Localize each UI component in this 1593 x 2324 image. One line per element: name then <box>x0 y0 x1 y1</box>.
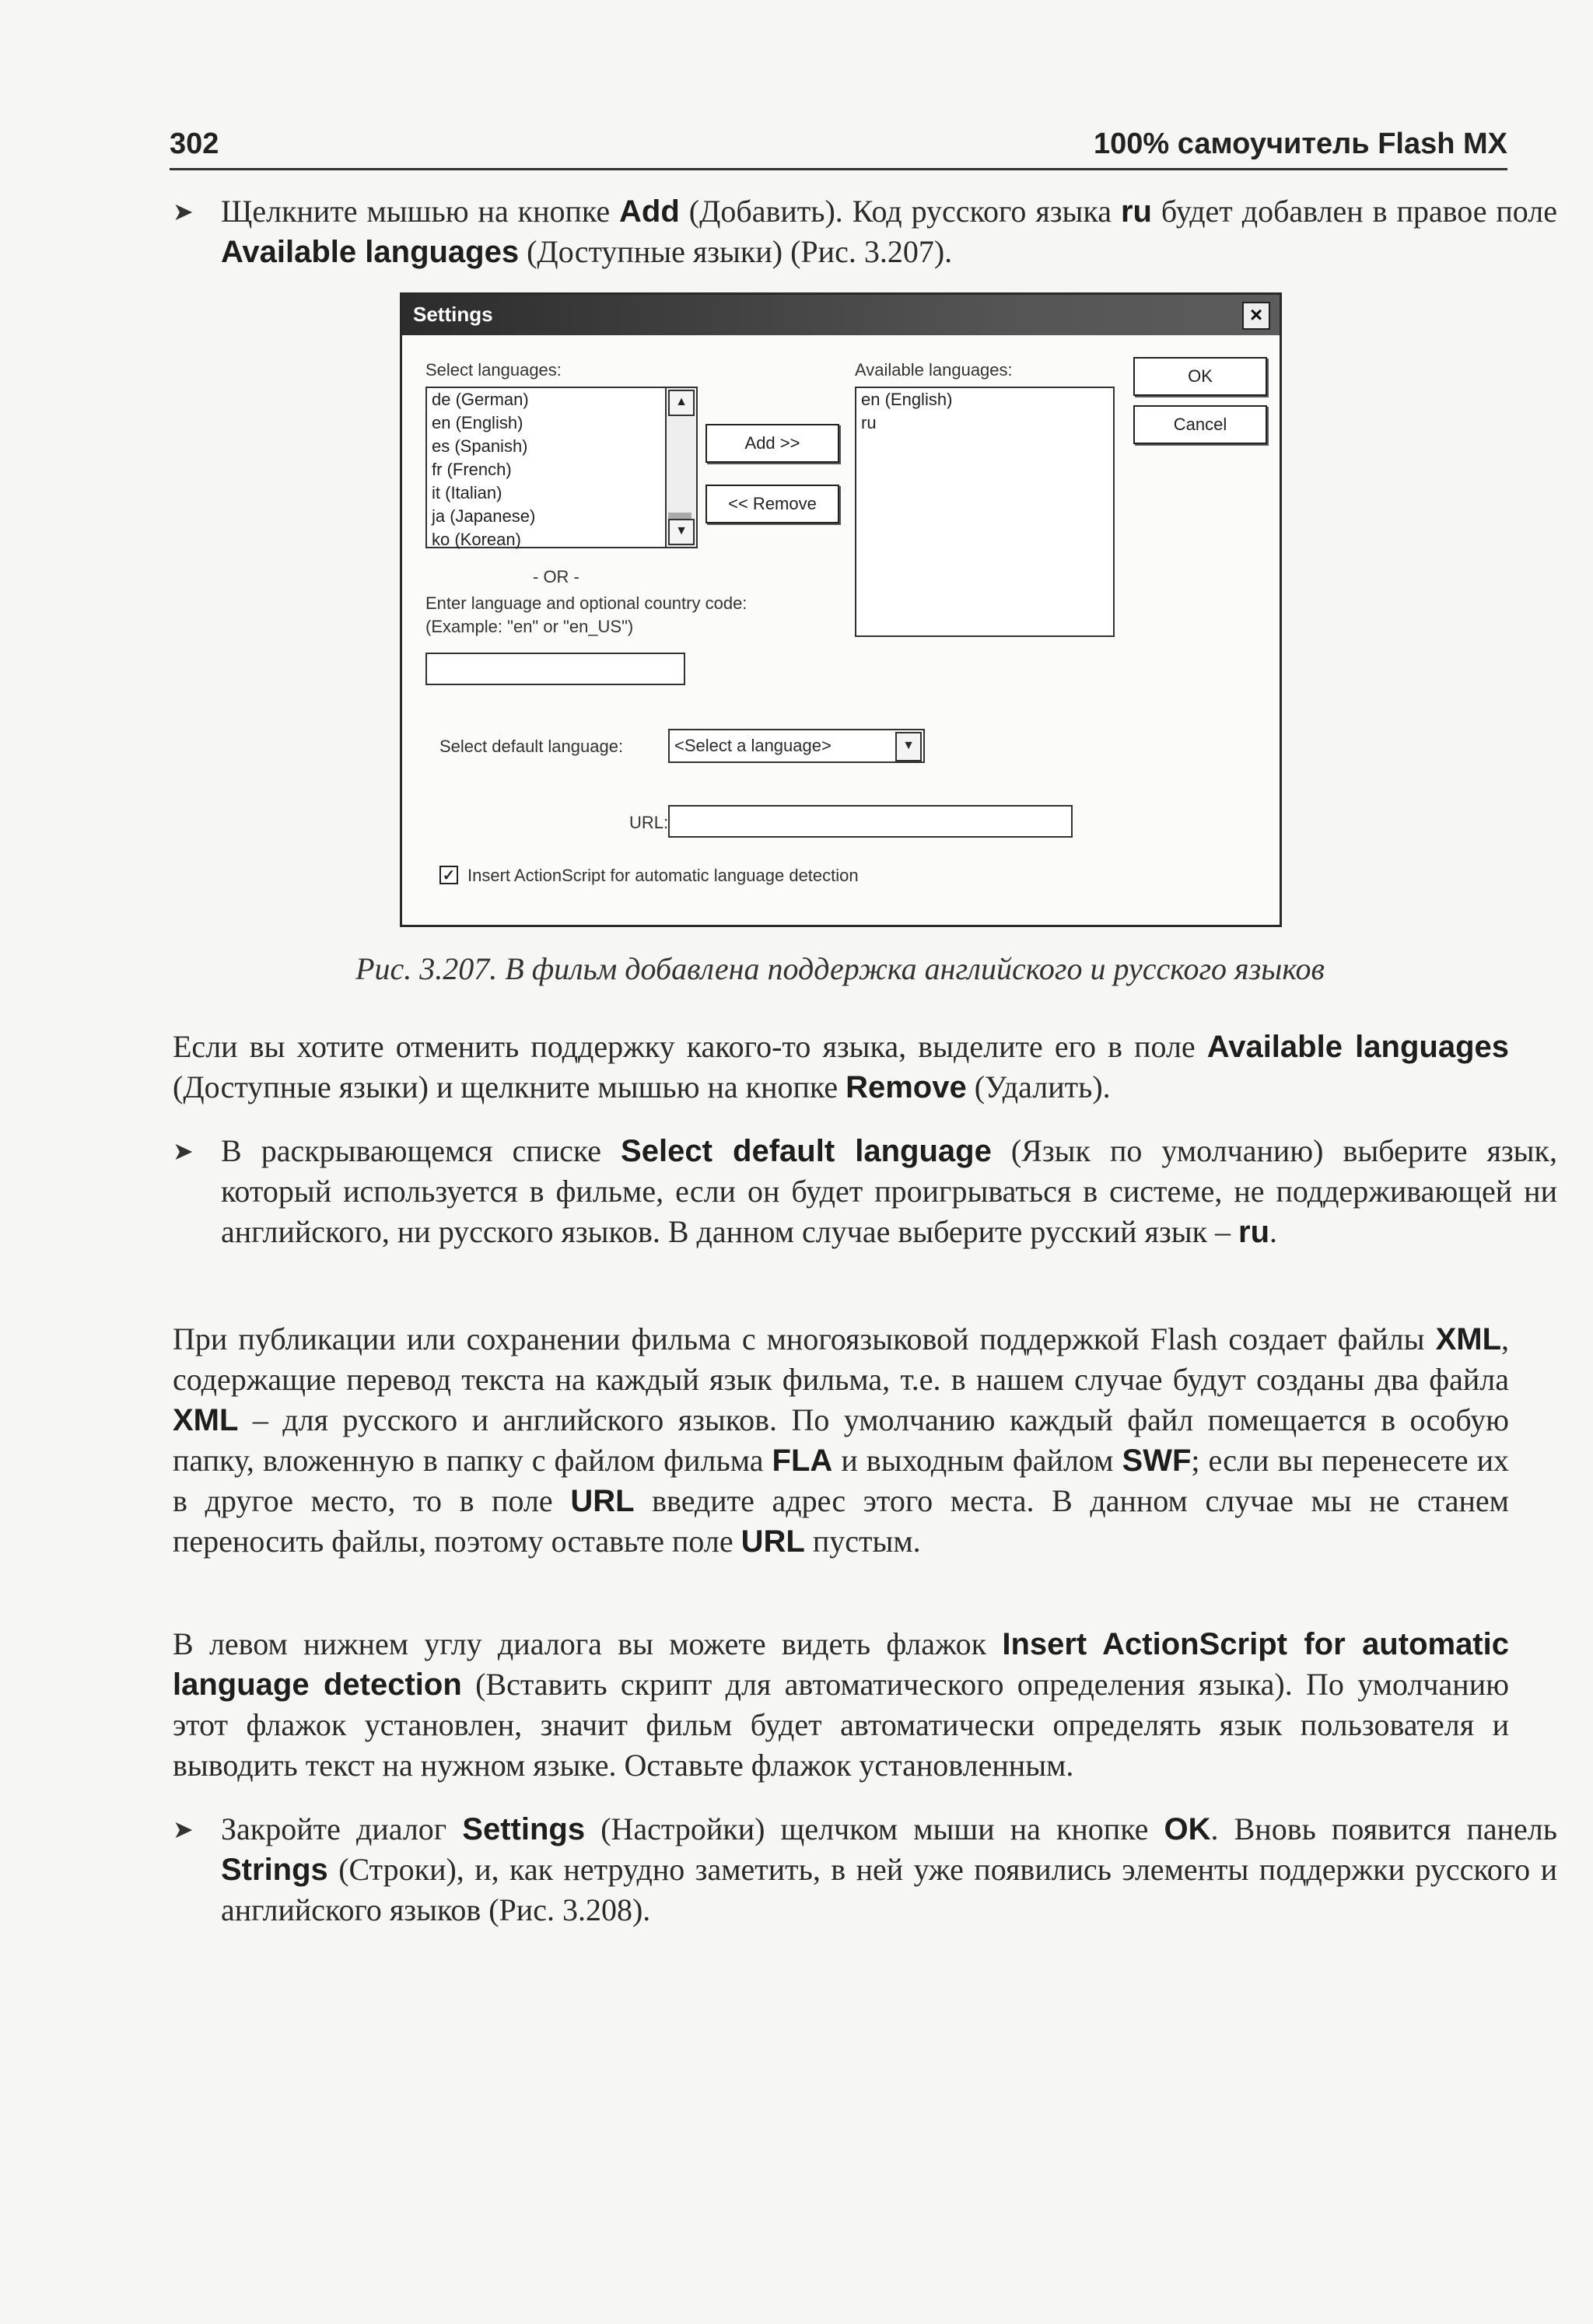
page-number: 302 <box>170 128 219 160</box>
term-available-languages: Available languages <box>221 235 520 269</box>
term-add: Add <box>619 194 680 229</box>
bullet-marker: ➤ <box>173 197 194 226</box>
list-item[interactable]: es (Spanish) <box>432 436 528 456</box>
list-item[interactable]: fr (French) <box>432 460 512 479</box>
bullet-marker: ➤ <box>173 1815 194 1844</box>
figure-caption: Рис. 3.207. В фильм добавлена поддержка английского и русского языков <box>355 951 1325 986</box>
bullet-default-language: ➤ В раскрывающемся списке Select default language (Язык по умолчанию) выберите язык, который используется в фильме, если он будет проигрываться в системе, не поддерживающей ни английского, ни русского языков. В данном случае выберите русский язык – ru. <box>173 1131 1557 1252</box>
ok-button[interactable]: OK <box>1133 357 1267 396</box>
available-languages-listbox[interactable] <box>855 387 1115 637</box>
bullet-marker: ➤ <box>173 1136 194 1166</box>
list-scrollbar[interactable] <box>665 388 696 547</box>
scroll-down-icon[interactable]: ▼ <box>668 519 695 545</box>
paragraph-actionscript: В левом нижнем углу диалога вы можете видеть флажок Insert ActionScript for automatic language detection (Вставить скрипт для автоматического определения языка). По умолчанию этот флажок установлен, значит фильм будет автоматически определять язык пользователя и выводить текст на нужном языке. Оставьте флажок установленным. <box>173 1626 1509 1783</box>
term-ru: ru <box>1120 194 1152 229</box>
actionscript-checkbox-label: Insert ActionScript for automatic language detection <box>467 866 859 885</box>
settings-dialog <box>400 292 1282 927</box>
dialog-title: Settings <box>413 303 493 326</box>
bullet-close-dialog: ➤ Закройте диалог Settings (Настройки) щелчком мыши на кнопке OK. Вновь появится панель Strings (Строки), и, как нетрудно заметить, в ней уже появились элементы поддержки русского и английского языков (Рис. 3.208). <box>173 1809 1557 1930</box>
enter-code-label: Enter language and optional country code: <box>425 593 747 613</box>
url-label: URL: <box>629 813 669 832</box>
default-language-label: Select default language: <box>439 737 624 756</box>
close-icon[interactable]: × <box>1242 302 1270 330</box>
dialog-titlebar <box>402 295 1280 335</box>
list-item[interactable]: ru <box>861 413 877 432</box>
url-input[interactable] <box>668 805 1073 838</box>
intro-bullet: ➤ Щелкните мышью на кнопке Add (Добавить). Код русского языка ru будет добавлен в правое поле Available languages (Доступные языки) (Рис. 3.207). <box>173 191 1557 272</box>
actionscript-checkbox[interactable]: ✓ <box>439 866 458 884</box>
add-button[interactable]: Add >> <box>705 424 839 463</box>
list-item[interactable]: en (English) <box>432 413 523 432</box>
language-code-input[interactable] <box>425 653 685 685</box>
running-head <box>170 124 1507 170</box>
scroll-up-icon[interactable]: ▲ <box>668 390 695 416</box>
remove-button[interactable]: << Remove <box>705 485 839 523</box>
paragraph-remove-language: Если вы хотите отменить поддержку какого-то языка, выделите его в поле Available languages (Доступные языки) и щелкните мышью на кнопке Remove (Удалить). <box>173 1029 1510 1104</box>
language-listbox[interactable] <box>425 387 698 548</box>
list-item[interactable]: ko (Korean) <box>432 530 521 549</box>
list-item[interactable]: en (English) <box>861 390 953 409</box>
available-languages-label: Available languages: <box>855 360 1013 380</box>
list-item[interactable]: it (Italian) <box>432 483 502 502</box>
cancel-button[interactable]: Cancel <box>1133 405 1267 444</box>
book-title: 100% самоучитель Flash MX <box>1094 128 1507 160</box>
list-item[interactable]: ja (Japanese) <box>432 506 536 526</box>
default-language-value: <Select a language> <box>674 736 832 755</box>
paragraph-xml-files: При публикации или сохранении фильма с многоязыковой поддержкой Flash создает файлы XML, содержащие перевод текста на каждый язык фильма, т.е. в нашем случае будут созданы два файла XML – для русского и английского языков. По умолчанию каждый файл помещается в особую папку, вложенную в папку с файлом фильма FLA и выходным файлом SWF; если вы перенесете их в другое место, то в поле URL введите адрес этого места. В данном случае мы не станем переносить файлы, поэтому оставьте поле URL пустым. <box>173 1321 1510 1559</box>
list-item[interactable]: de (German) <box>432 390 529 409</box>
select-languages-label: Select languages: <box>425 360 562 380</box>
chevron-down-icon[interactable]: ▼ <box>895 732 922 761</box>
default-language-select[interactable] <box>668 729 925 763</box>
or-separator: - OR - <box>533 567 579 586</box>
example-label: (Example: "en" or "en_US") <box>425 617 634 636</box>
